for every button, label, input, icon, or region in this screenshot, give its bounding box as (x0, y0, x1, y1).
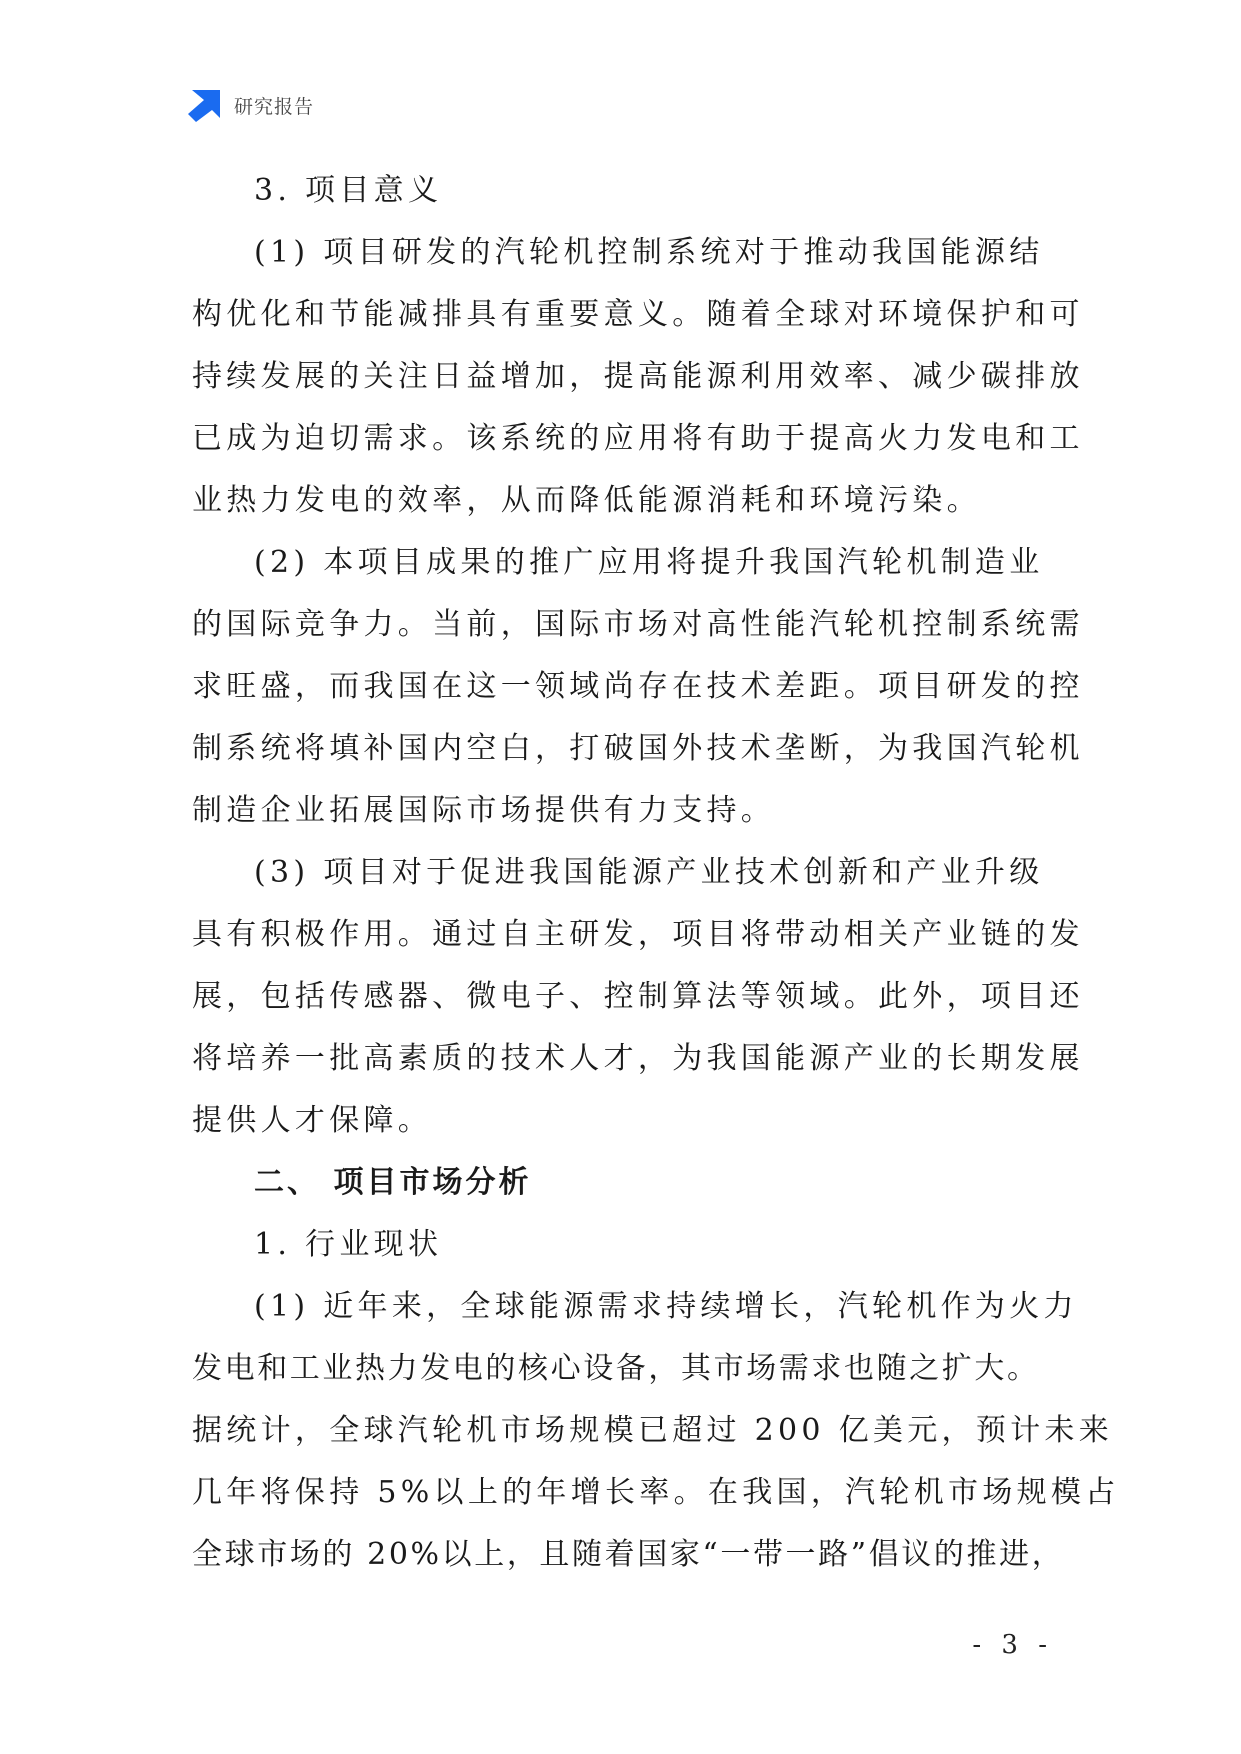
paragraph-line: 求旺盛，而我国在这一领域尚存在技术差距。项目研发的控 (192, 669, 1084, 704)
paragraph-line: 持续发展的关注日益增加，提高能源利用效率、减少碳排放 (192, 359, 1084, 394)
paragraph-line: 制造企业拓展国际市场提供有力支持。 (192, 793, 776, 828)
paragraph-line: 几年将保持 5%以上的年增长率。在我国，汽轮机市场规模占 (192, 1475, 1120, 1510)
paragraph-line: (2) 本项目成果的推广应用将提升我国汽轮机制造业 (254, 545, 1044, 580)
paragraph-line: 全球市场的 20%以上，且随着国家“一带一路”倡议的推进， (192, 1537, 1065, 1572)
paragraph-line: 构优化和节能减排具有重要意义。随着全球对环境保护和可 (192, 297, 1084, 332)
arrow-up-right-icon (188, 88, 222, 122)
paragraph-line: 据统计，全球汽轮机市场规模已超过 200 亿美元，预计未来 (192, 1413, 1114, 1448)
document-body (192, 160, 1120, 1586)
paragraph-line: 具有积极作用。通过自主研发，项目将带动相关产业链的发 (192, 917, 1084, 952)
paragraph-line: 已成为迫切需求。该系统的应用将有助于提高火力发电和工 (192, 421, 1084, 456)
header-title: 研究报告 (234, 95, 315, 118)
paragraph-line: 提供人才保障。 (192, 1103, 433, 1138)
paragraph-line: 发电和工业热力发电的核心设备，其市场需求也随之扩大。 (192, 1351, 1040, 1386)
paragraph-line: (1) 近年来，全球能源需求持续增长，汽轮机作为火力 (254, 1289, 1078, 1324)
paragraph-line: 业热力发电的效率，从而降低能源消耗和环境污染。 (192, 483, 981, 518)
paragraph-line: 将培养一批高素质的技术人才，为我国能源产业的长期发展 (192, 1041, 1084, 1076)
section-heading-project-significance: 3. 项目意义 (254, 173, 443, 208)
page-number: - 3 - (972, 1630, 1053, 1660)
paragraph-line: 制系统将填补国内空白，打破国外技术垄断，为我国汽轮机 (192, 731, 1084, 766)
paragraph-line: (1) 项目研发的汽轮机控制系统对于推动我国能源结 (254, 235, 1044, 270)
subsection-heading-industry-status: 1. 行业现状 (254, 1227, 443, 1262)
report-header (188, 88, 314, 122)
paragraph-line: 展，包括传感器、微电子、控制算法等领域。此外，项目还 (192, 979, 1084, 1014)
paragraph-line: (3) 项目对于促进我国能源产业技术创新和产业升级 (254, 855, 1044, 890)
section-heading-market-analysis: 二、 项目市场分析 (254, 1165, 532, 1200)
paragraph-line: 的国际竞争力。当前，国际市场对高性能汽轮机控制系统需 (192, 607, 1084, 642)
